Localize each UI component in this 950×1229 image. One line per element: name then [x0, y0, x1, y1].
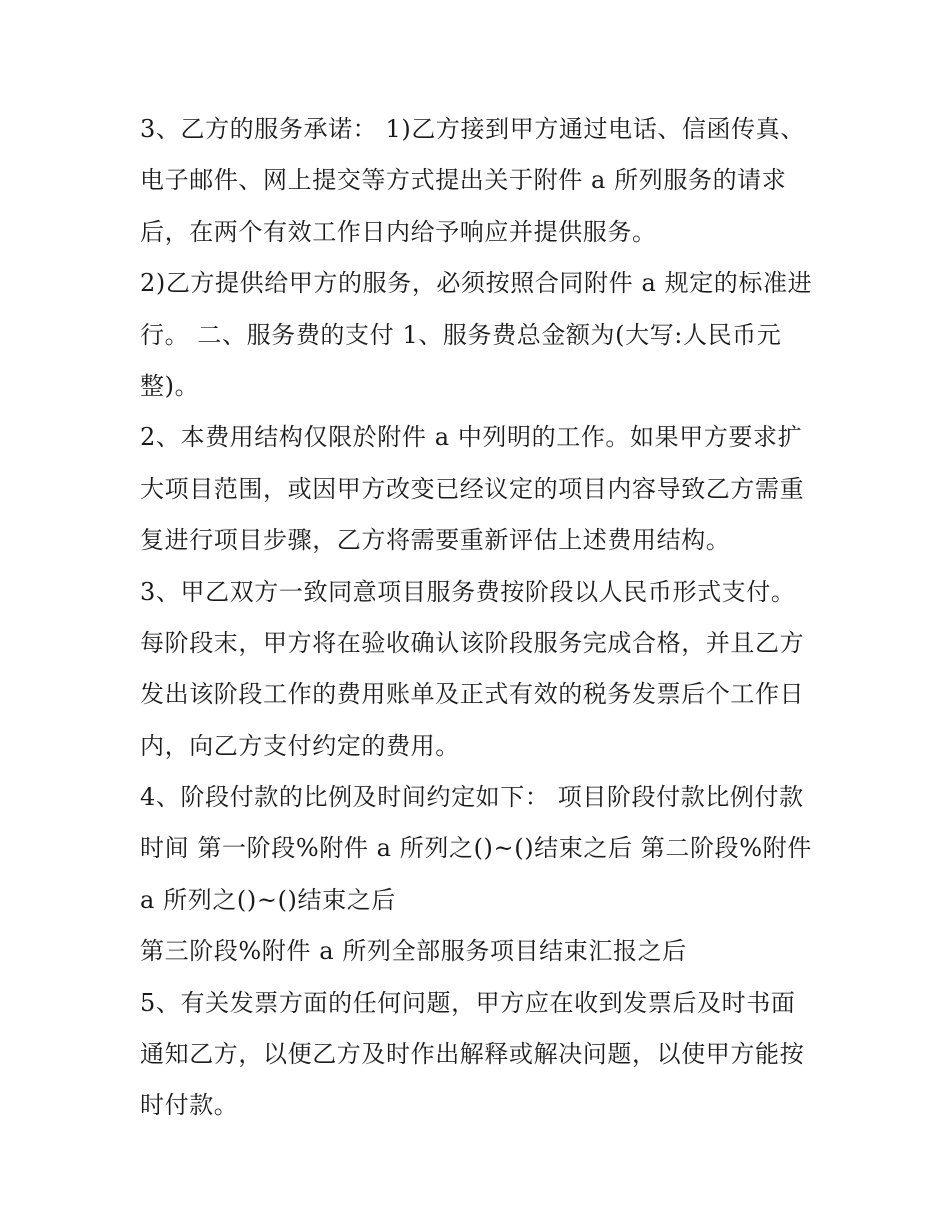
text-line: 3、甲乙双方一致同意项目服务费按阶段以人民币形式支付。: [140, 577, 796, 606]
text-line: 后，在两个有效工作日内给予响应并提供服务。: [140, 217, 657, 246]
text-line: 时间 第一阶段%附件 a 所列之()~()结束之后 第二阶段%附件: [140, 834, 812, 863]
text-line: 2、本费用结构仅限於附件 a 中列明的工作。如果甲方要求扩: [140, 423, 803, 452]
text-line: 每阶段末，甲方将在验收确认该阶段服务完成合格，并且乙方: [140, 628, 805, 657]
text-line: 电子邮件、网上提交等方式提出关于附件 a 所列服务的请求: [140, 166, 787, 195]
text-line: 内，向乙方支付约定的费用。: [140, 731, 460, 760]
text-line: a 所列之()~()结束之后: [140, 885, 396, 914]
text-line: 4、阶段付款的比例及时间约定如下： 项目阶段付款比例付款: [140, 783, 804, 812]
text-line: 通知乙方，以便乙方及时作出解释或解决问题，以使甲方能按: [140, 1040, 805, 1069]
text-line: 2)乙方提供给甲方的服务，必须按照合同附件 a 规定的标准进: [140, 269, 813, 298]
text-line: 行。 二、服务费的支付 1、服务费总金额为(大写:人民币元: [140, 320, 782, 349]
text-line: 第三阶段%附件 a 所列全部服务项目结束汇报之后: [140, 937, 687, 966]
text-line: 时付款。: [140, 1091, 239, 1120]
text-line: 复进行项目步骤，乙方将需要重新评估上述费用结构。: [140, 526, 731, 555]
text-line: 发出该阶段工作的费用账单及正式有效的税务发票后个工作日: [140, 680, 805, 709]
text-line: 3、乙方的服务承诺： 1)乙方接到甲方通过电话、信函传真、: [140, 115, 805, 143]
text-line: 5、有关发票方面的任何问题，甲方应在收到发票后及时书面: [140, 988, 796, 1017]
text-line: 整)。: [140, 371, 200, 400]
contract-text-body: [140, 104, 820, 1132]
text-line: 大项目范围，或因甲方改变已经议定的项目内容导致乙方需重: [140, 474, 805, 503]
